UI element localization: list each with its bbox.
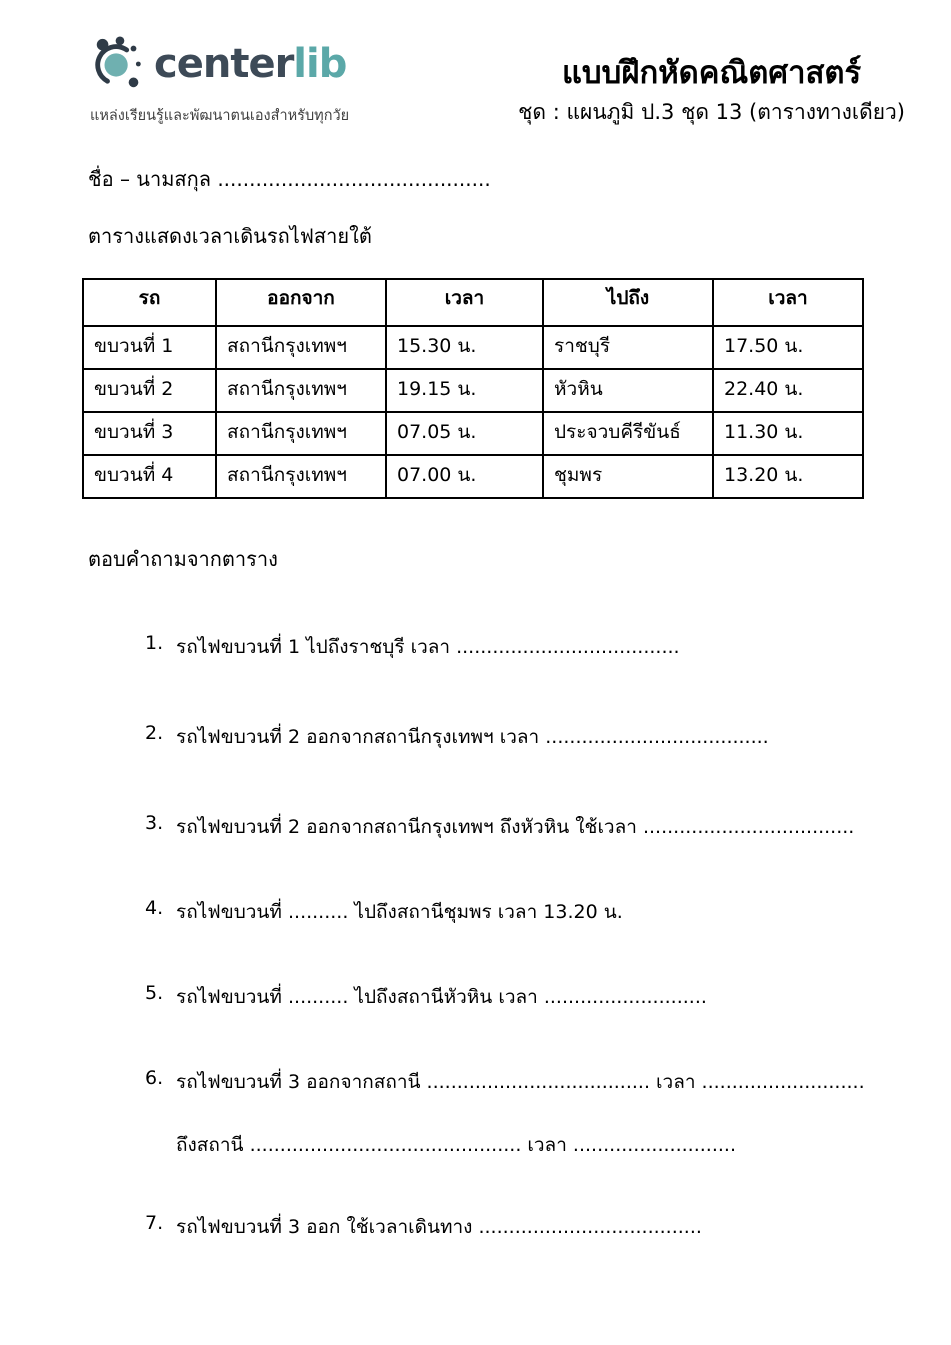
cell-depart-time: 19.15 น. [386,369,543,412]
cell-train: ขบวนที่ 2 [83,369,216,412]
col-header-arrive-time: เวลา [713,279,863,326]
questions-heading: ตอบคำถามจากตาราง [88,547,278,571]
cell-depart-from: สถานีกรุงเทพฯ [216,412,386,455]
cell-arrive-time: 13.20 น. [713,455,863,498]
question-number: 6. [145,1067,164,1089]
logo-text-lib: lib [293,41,347,87]
cell-arrive-at: ประจวบคีรีขันธ์ [543,412,713,455]
table-header-row [83,279,863,326]
question-1 [145,632,680,662]
brand-logo [90,32,349,127]
centerlib-logo-icon [90,32,148,96]
question-6-line-2: ถึงสถานี ............................................. เวลา ........................... [176,1134,736,1156]
question-number: 7. [145,1212,164,1234]
question-text: รถไฟขบวนที่ 2 ออกจากสถานีกรุงเทพฯ เวลา ..................................... [176,726,769,748]
question-number: 1. [145,632,164,654]
table-row [83,412,863,455]
question-text: รถไฟขบวนที่ 2 ออกจากสถานีกรุงเทพฯ ถึงหัวหิน ใช้เวลา ................................... [176,816,855,838]
cell-depart-from: สถานีกรุงเทพฯ [216,369,386,412]
question-2 [145,722,769,752]
question-4 [145,897,623,927]
col-header-train: รถ [83,279,216,326]
question-7 [145,1212,702,1242]
cell-arrive-time: 22.40 น. [713,369,863,412]
question-5 [145,982,707,1012]
question-text: รถไฟขบวนที่ 3 ออก ใช้เวลาเดินทาง ..................................... [176,1216,702,1238]
question-number: 4. [145,897,164,919]
logo-tagline: แหล่งเรียนรู้และพัฒนาตนเองสำหรับทุกวัย [90,108,350,124]
cell-depart-time: 15.30 น. [386,326,543,369]
train-schedule-table [82,278,864,499]
cell-arrive-time: 11.30 น. [713,412,863,455]
col-header-depart-from: ออกจาก [216,279,386,326]
cell-train: ขบวนที่ 1 [83,326,216,369]
cell-train: ขบวนที่ 3 [83,412,216,455]
cell-arrive-at: หัวหิน [543,369,713,412]
cell-train: ขบวนที่ 4 [83,455,216,498]
question-text: รถไฟขบวนที่ 1 ไปถึงราชบุรี เวลา ..................................... [176,636,680,658]
page-title: แบบฝึกหัดคณิตศาสตร์ [561,55,862,91]
col-header-depart-time: เวลา [386,279,543,326]
question-3 [145,812,854,842]
table-row [83,369,863,412]
col-header-arrive-at: ไปถึง [543,279,713,326]
question-6 [145,1067,865,1097]
table-row [83,326,863,369]
cell-arrive-at: ราชบุรี [543,326,713,369]
table-caption: ตารางแสดงเวลาเดินรถไฟสายใต้ [88,224,372,248]
table-row [83,455,863,498]
cell-depart-time: 07.05 น. [386,412,543,455]
page-subtitle: ชุด : แผนภูมิ ป.3 ชุด 13 (ตารางทางเดียว) [518,100,905,125]
cell-depart-time: 07.00 น. [386,455,543,498]
student-name-line: ชื่อ – นามสกุล ........................................... [88,167,491,191]
cell-arrive-at: ชุมพร [543,455,713,498]
question-number: 5. [145,982,164,1004]
question-text: รถไฟขบวนที่ .......... ไปถึงสถานีชุมพร เวลา 13.20 น. [176,901,623,923]
question-number: 2. [145,722,164,744]
document-header [518,55,905,129]
logo-text-center: center [154,41,294,87]
logo-wordmark [154,41,347,87]
cell-depart-from: สถานีกรุงเทพฯ [216,326,386,369]
question-number: 3. [145,812,164,834]
cell-depart-from: สถานีกรุงเทพฯ [216,455,386,498]
question-text: รถไฟขบวนที่ .......... ไปถึงสถานีหัวหิน เวลา ........................... [176,986,707,1008]
cell-arrive-time: 17.50 น. [713,326,863,369]
question-text: รถไฟขบวนที่ 3 ออกจากสถานี ..................................... เวลา ........................... [176,1071,865,1093]
